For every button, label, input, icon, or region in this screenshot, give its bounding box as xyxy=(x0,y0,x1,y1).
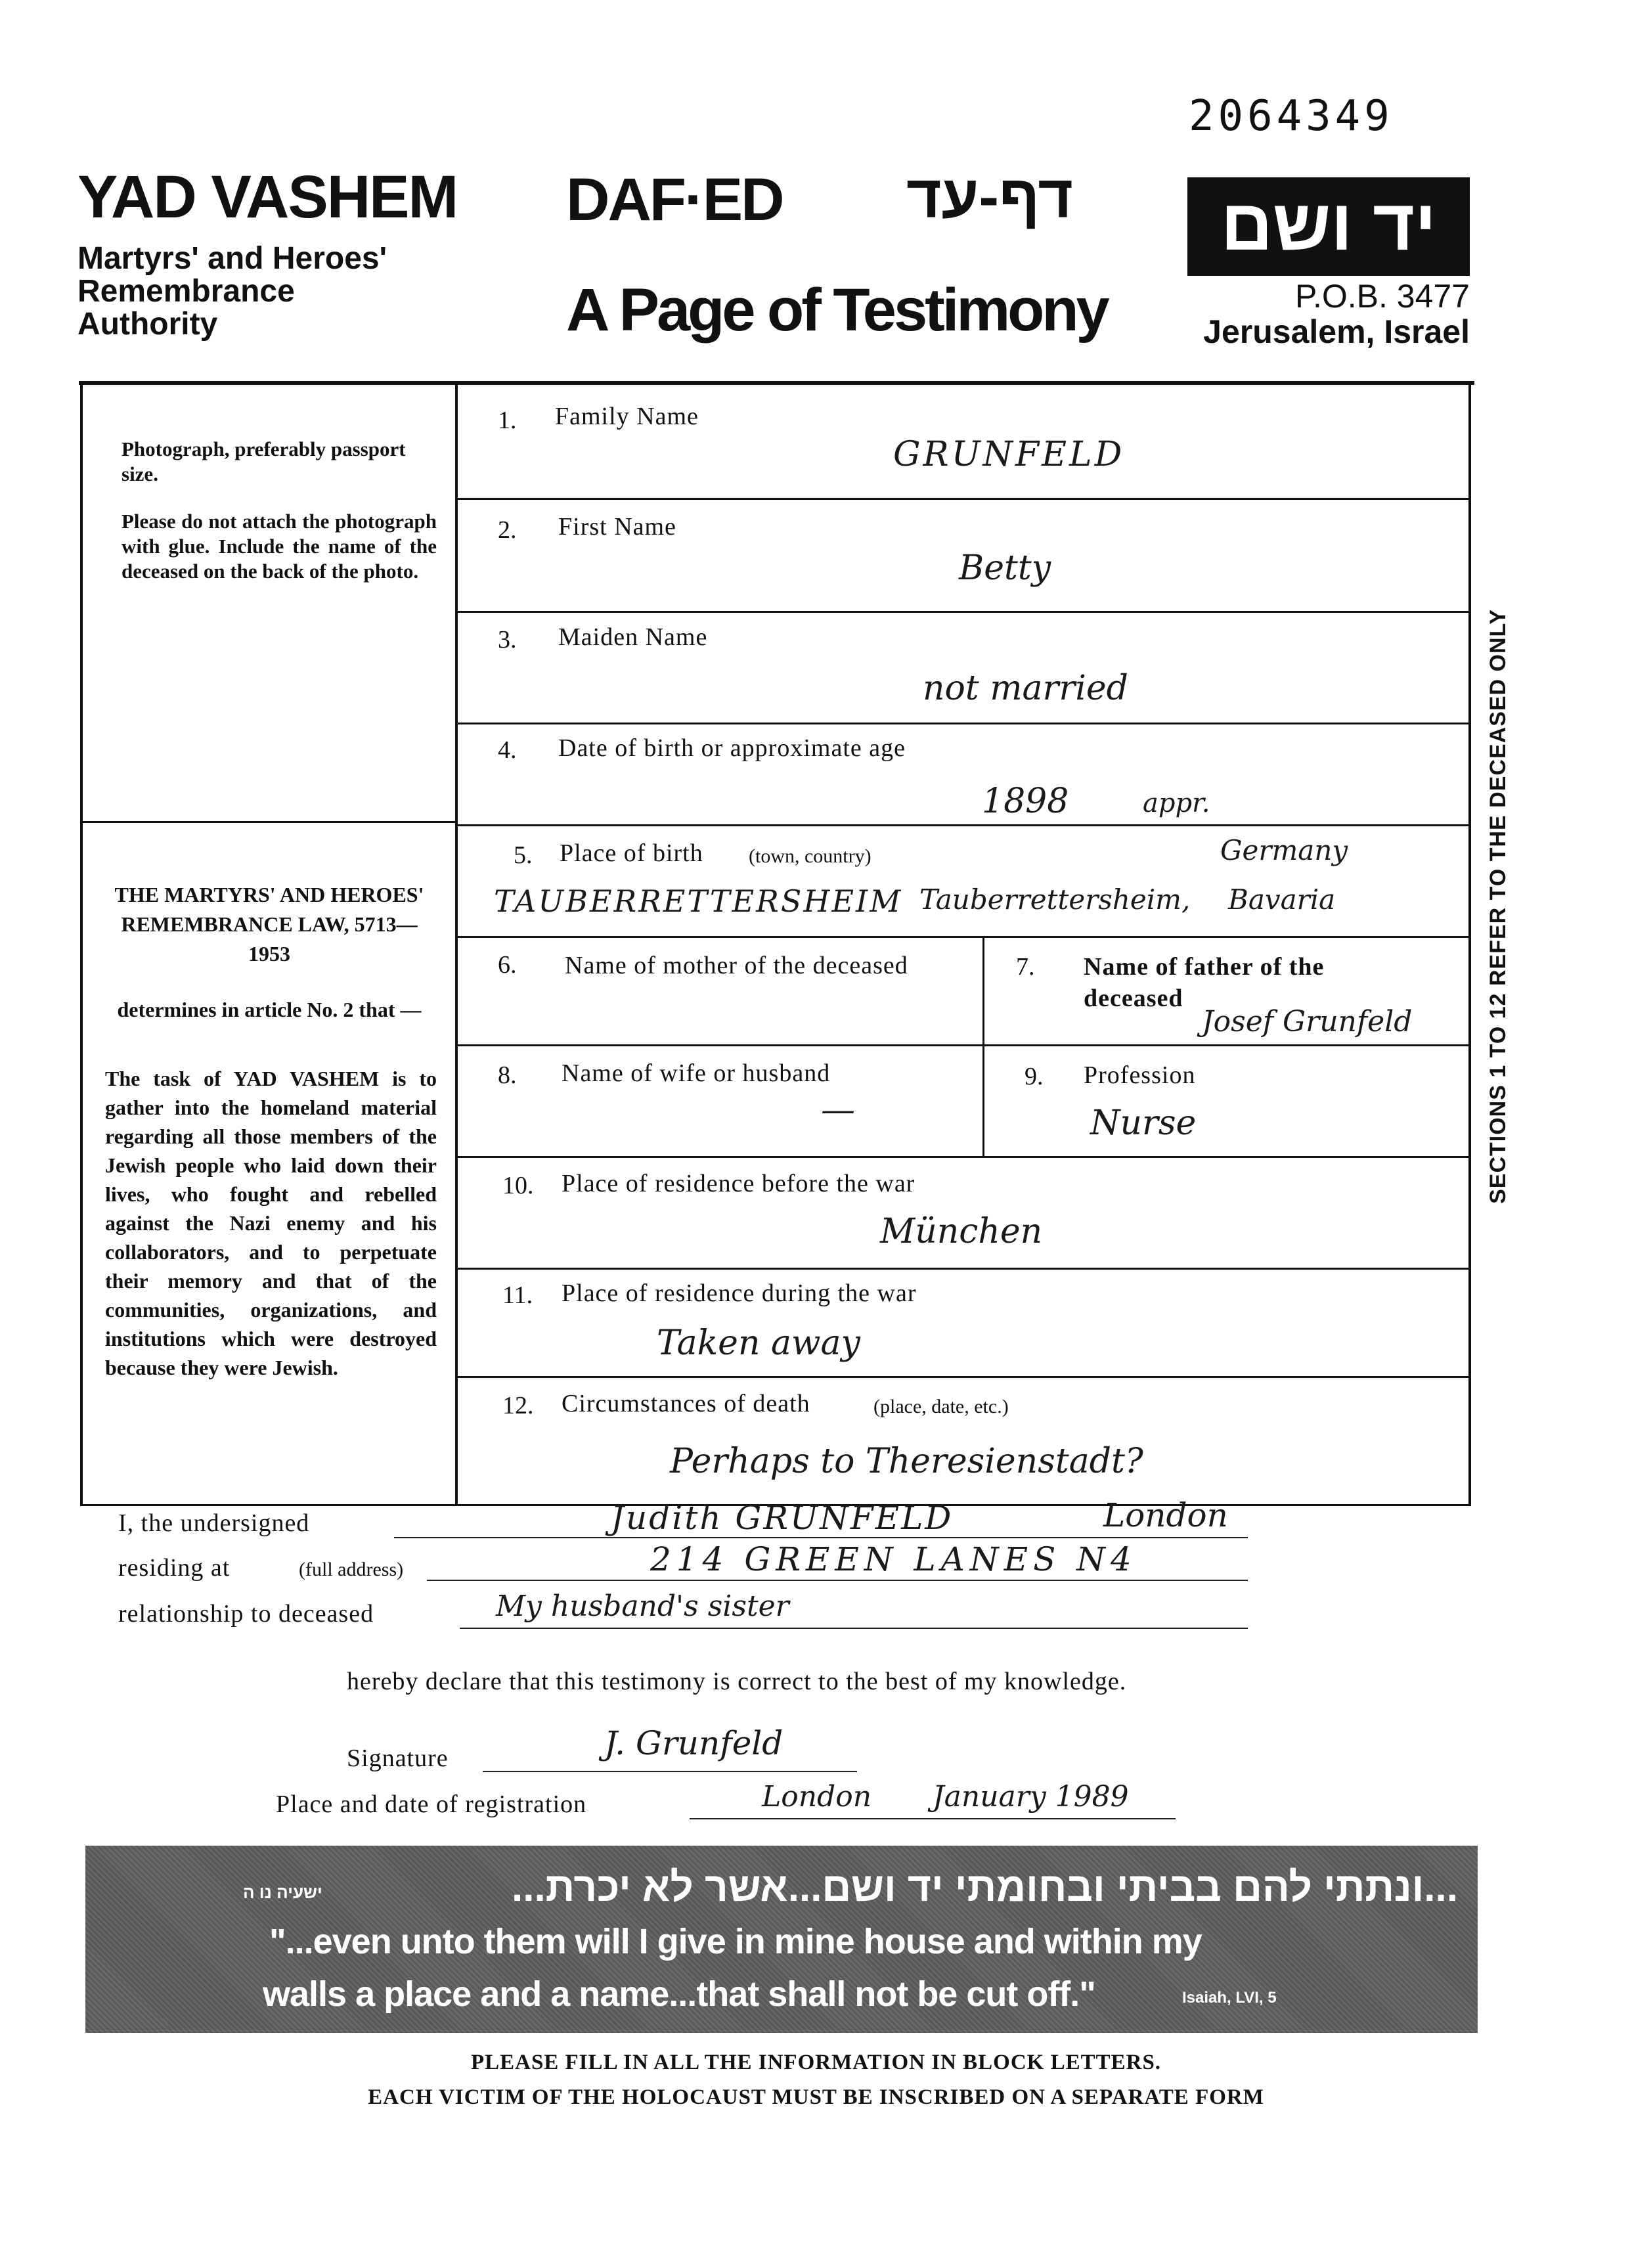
signature-line xyxy=(483,1771,857,1772)
banner-english-quote-line-1: "...even unto them will I give in mine house and within my xyxy=(269,1922,1202,1961)
date-of-birth-label: Date of birth or approximate age xyxy=(558,734,906,762)
photo-box-divider xyxy=(80,821,456,823)
place-of-birth-country[interactable]: Germany xyxy=(1220,834,1348,866)
footer-instruction-1: PLEASE FILL IN ALL THE INFORMATION IN BLOCK LETTERS. xyxy=(470,2051,1162,2074)
circumstances-of-death-label: Circumstances of death xyxy=(562,1390,810,1417)
field-10-number: 10. xyxy=(502,1172,534,1199)
field-4-number: 4. xyxy=(498,736,517,764)
form-right-border xyxy=(1468,383,1471,1506)
place-of-birth-sublabel: (town, country) xyxy=(749,845,871,867)
maiden-name-value[interactable]: not married xyxy=(923,669,1128,708)
registration-label: Place and date of registration xyxy=(276,1790,587,1818)
row-divider xyxy=(455,1376,1470,1378)
row-divider xyxy=(455,1044,1470,1046)
residence-during-war-value[interactable]: Taken away xyxy=(657,1323,860,1363)
banner-english-reference: Isaiah, LVI, 5 xyxy=(1182,1989,1277,2007)
mother-name-label: Name of mother of the deceased xyxy=(565,952,908,979)
undersigned-value[interactable]: Judith GRUNFELD xyxy=(611,1499,954,1537)
first-name-value[interactable]: Betty xyxy=(959,548,1051,588)
residing-value[interactable]: 214 GREEN LANES N4 xyxy=(650,1540,1137,1578)
place-of-birth-region[interactable]: Bavaria xyxy=(1228,883,1336,916)
relationship-value[interactable]: My husband's sister xyxy=(496,1590,789,1623)
field-6-number: 6. xyxy=(498,951,517,979)
registration-place-value[interactable]: London xyxy=(762,1780,872,1813)
registration-line xyxy=(690,1818,1176,1819)
page-title: A Page of Testimony xyxy=(566,277,1107,344)
father-name-label: Name of father of the xyxy=(1084,953,1325,981)
undersigned-line xyxy=(394,1537,1248,1538)
undersigned-label: I, the undersigned xyxy=(118,1509,310,1537)
row-divider xyxy=(455,1268,1470,1270)
field-9-number: 9. xyxy=(1025,1063,1044,1090)
daf-ed-title: DAF·ED xyxy=(566,166,783,233)
logo-hebrew-text: יד ושם xyxy=(1220,185,1437,265)
row-divider xyxy=(455,611,1470,613)
signature-value[interactable]: J. Grunfeld xyxy=(604,1724,783,1762)
date-of-birth-value[interactable]: 1898 xyxy=(982,782,1069,821)
law-intro: determines in article No. 2 that — xyxy=(117,998,422,1021)
field-3-number: 3. xyxy=(498,626,517,654)
residence-before-war-label: Place of residence before the war xyxy=(562,1170,915,1197)
field-5-number: 5. xyxy=(514,841,533,869)
father-name-label-2: deceased xyxy=(1084,985,1183,1012)
daf-ed-hebrew-title: דף-עד xyxy=(906,164,1073,231)
family-name-value[interactable]: GRUNFELD xyxy=(893,435,1125,474)
registration-date-value[interactable]: January 1989 xyxy=(933,1780,1129,1813)
column-divider xyxy=(455,383,458,1506)
circumstances-of-death-sublabel: (place, date, etc.) xyxy=(873,1396,1009,1417)
date-of-birth-approx[interactable]: appr. xyxy=(1143,788,1210,818)
relationship-label: relationship to deceased xyxy=(118,1600,374,1628)
field-2-number: 2. xyxy=(498,516,517,544)
residence-before-war-value[interactable]: München xyxy=(880,1212,1043,1251)
place-of-birth-value-script[interactable]: Tauberrettersheim, xyxy=(919,883,1191,916)
field-8-number: 8. xyxy=(498,1061,517,1089)
law-body: The task of YAD VASHEM is to gather into the homeland material regarding all those members of the Jewish people who laid down their lives, who fought and rebelled against the Nazi enemy and his collaborators, and to perpetuate their memory and that of the communities, organizations, and institutions which were destroyed because they were Jewish. xyxy=(105,1067,437,1379)
field-1-number: 1. xyxy=(498,407,517,434)
yad-vashem-logo xyxy=(1187,177,1470,276)
photo-instruction-1: Photograph, preferably passport size. xyxy=(121,437,406,485)
undersigned-city-value[interactable]: London xyxy=(1103,1496,1228,1534)
photo-instruction-2: Please do not attach the photograph with glue. Include the name of the deceased on the back of the photo. xyxy=(121,510,437,583)
form-left-border xyxy=(80,383,83,1506)
city-address: Jerusalem, Israel xyxy=(1203,313,1470,350)
row-divider xyxy=(455,824,1470,826)
row-divider xyxy=(455,498,1470,500)
profession-value[interactable]: Nurse xyxy=(1090,1103,1197,1143)
father-name-value[interactable]: Josef Grunfeld xyxy=(1202,1005,1413,1038)
signature-label: Signature xyxy=(347,1745,449,1772)
residing-line xyxy=(427,1580,1248,1581)
residence-during-war-label: Place of residence during the war xyxy=(562,1279,917,1307)
residing-label: residing at xyxy=(118,1554,231,1582)
spouse-name-value[interactable]: — xyxy=(821,1090,855,1130)
field-12-number: 12. xyxy=(502,1392,534,1419)
law-heading: THE MARTYRS' AND HEROES' REMEMBRANCE LAW, 5713—1953 xyxy=(114,883,424,966)
place-of-birth-label: Place of birth xyxy=(560,839,703,867)
banner-english-quote-line-2: walls a place and a name...that shall not be cut off." xyxy=(263,1974,1095,2014)
banner-hebrew-reference: ישעיה נו ה xyxy=(243,1882,322,1902)
field-11-number: 11. xyxy=(502,1281,533,1309)
spouse-name-label: Name of wife or husband xyxy=(562,1059,831,1087)
row-divider xyxy=(455,1156,1470,1158)
family-name-label: Family Name xyxy=(555,403,699,430)
row-divider xyxy=(455,723,1470,724)
org-name: YAD VASHEM xyxy=(77,164,458,231)
footer-instruction-2: EACH VICTIM OF THE HOLOCAUST MUST BE INSCRIBED ON A SEPARATE FORM xyxy=(368,2085,1264,2109)
form-top-border xyxy=(79,381,1474,385)
po-box: P.O.B. 3477 xyxy=(1295,278,1470,315)
banner-hebrew-quote: ...ונתתי להם בביתי ובחומתי יד ושם...אשר לא יכרת... xyxy=(512,1865,1458,1910)
declaration-statement: hereby declare that this testimony is correct to the best of my knowledge. xyxy=(347,1668,1127,1695)
profession-label: Profession xyxy=(1084,1061,1196,1089)
circumstances-of-death-value[interactable]: Perhaps to Theresienstadt? xyxy=(670,1442,1143,1481)
split-column-divider xyxy=(982,936,984,1156)
org-subtitle-line-1: Martyrs' and Heroes' xyxy=(77,241,387,276)
org-subtitle-line-3: Authority xyxy=(77,307,218,342)
maiden-name-label: Maiden Name xyxy=(558,623,708,651)
place-of-birth-value[interactable]: TAUBERRETTERSHEIM xyxy=(494,883,903,919)
sections-note-vertical: SECTIONS 1 TO 12 REFER TO THE DECEASED ONLY xyxy=(1486,609,1511,1204)
row-divider xyxy=(455,936,1470,938)
residing-sublabel: (full address) xyxy=(299,1559,404,1580)
relationship-line xyxy=(460,1628,1248,1629)
org-subtitle-line-2: Remembrance xyxy=(77,274,295,309)
document-number: 2064349 xyxy=(1189,92,1394,141)
first-name-label: First Name xyxy=(558,513,676,541)
field-7-number: 7. xyxy=(1016,953,1035,981)
